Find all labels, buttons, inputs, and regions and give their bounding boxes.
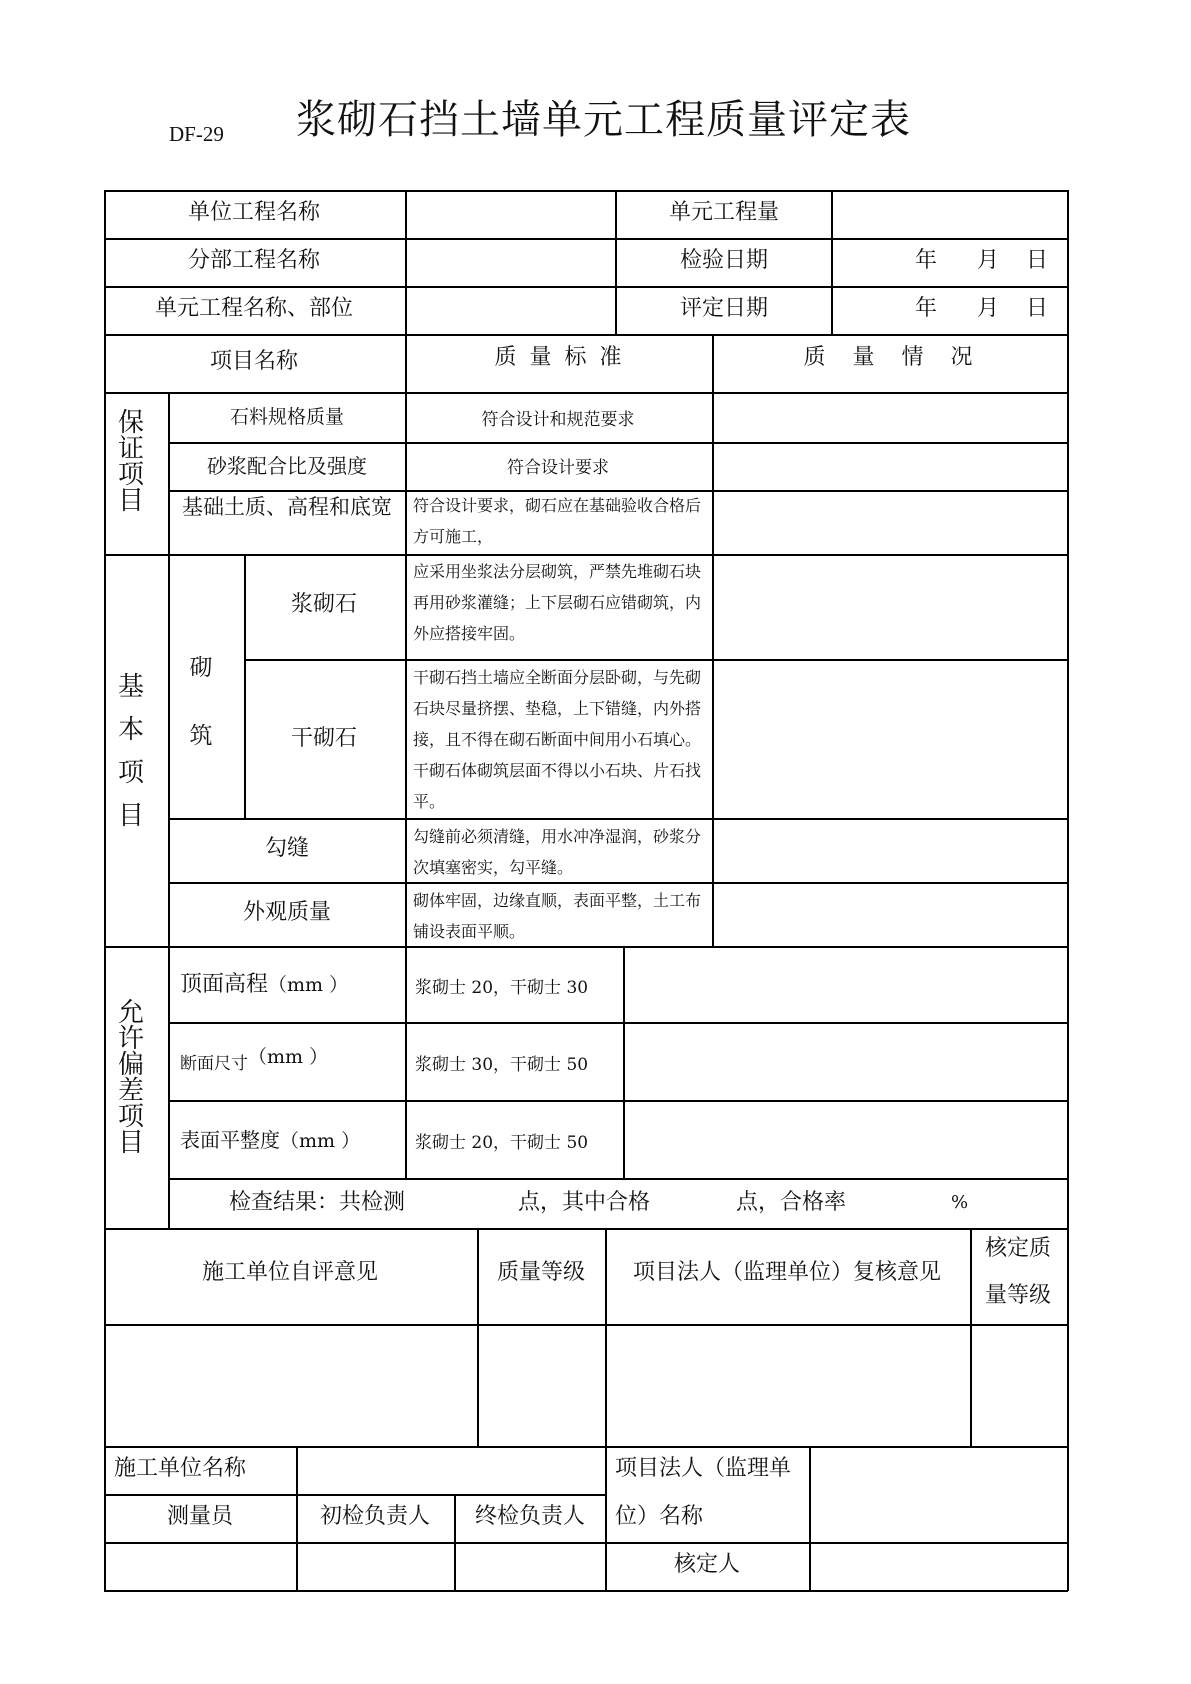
table-rule	[970, 1228, 972, 1446]
guarantee-item-standard: 符合设计和规范要求	[481, 410, 635, 430]
table-rule	[712, 334, 714, 946]
initial-inspector-label: 初检负责人	[319, 1504, 431, 1529]
table-rule	[405, 190, 407, 392]
basic-item-standard: 勾缝前必须清缝，用水冲净湿润，砂浆分次填塞密实，勾平缝。	[413, 827, 702, 877]
guarantee-item-name: 砂浆配合比及强度	[207, 454, 367, 478]
guarantee-item-name: 石料规格质量	[229, 406, 345, 428]
table-rule	[104, 1324, 1068, 1326]
deviation-item-standard: 浆砌士 30，干砌士 50	[415, 1055, 589, 1075]
final-inspector-label: 终检负责人	[474, 1504, 586, 1529]
approved-grade-label-2: 量等级	[984, 1283, 1052, 1308]
basic-item-name: 干砌石	[290, 726, 358, 751]
result-percent-sign: %	[951, 1192, 969, 1213]
table-rule	[168, 442, 1068, 444]
guarantee-item-name: 基础土质、高程和底宽	[182, 495, 392, 519]
unit-project-name-label: 单位工程名称	[187, 200, 321, 225]
self-evaluation-label: 施工单位自评意见	[201, 1260, 379, 1285]
table-rule	[477, 1228, 479, 1446]
deviation-item-unit: （mm ）	[280, 1130, 361, 1152]
table-rule	[623, 946, 625, 1178]
table-rule	[405, 392, 407, 946]
basic-item-name: 勾缝	[264, 836, 310, 861]
approver-label: 核定人	[673, 1552, 741, 1577]
table-rule	[244, 659, 1068, 661]
table-rule	[454, 1494, 456, 1591]
assessment-date-month: 月	[977, 296, 1000, 321]
table-rule	[405, 946, 407, 1178]
table-rule	[615, 190, 617, 334]
col-item-name: 项目名称	[209, 349, 299, 374]
table-rule	[168, 1178, 1068, 1180]
table-rule	[168, 392, 170, 1228]
table-rule	[168, 1100, 1068, 1102]
group-basic-items: 基本项目	[117, 672, 144, 831]
basic-item-name: 外观质量	[242, 900, 332, 925]
deviation-item	[180, 1046, 329, 1074]
inspection-date-month: 月	[977, 248, 1000, 273]
group-guarantee-items: 保证项目	[117, 408, 144, 516]
result-prefix: 检查结果：共检测	[229, 1190, 406, 1215]
table-rule	[104, 286, 1068, 288]
inspection-date-label: 检验日期	[679, 248, 769, 273]
inspection-date-year: 年	[915, 248, 938, 273]
col-quality-standard: 质 量 标 准	[494, 345, 622, 370]
assessment-date-day: 日	[1026, 296, 1049, 321]
deviation-item-standard: 浆砌士 20，干砌士 50	[415, 1133, 589, 1153]
table-rule	[104, 1228, 1068, 1230]
owner-name-label-2: 位）名称	[615, 1504, 704, 1529]
assessment-date-label: 评定日期	[679, 296, 769, 321]
deviation-item	[180, 974, 348, 996]
table-rule	[104, 1446, 1068, 1448]
deviation-item-name: 顶面高程	[180, 972, 269, 997]
form-title: 浆砌石挡土墙单元工程质量评定表	[296, 97, 911, 143]
table-rule	[104, 190, 106, 1591]
unit-name-location-label: 单元工程名称、部位	[154, 296, 354, 321]
sub-project-name-label: 分部工程名称	[187, 248, 321, 273]
contractor-name-label: 施工单位名称	[114, 1456, 247, 1481]
approved-grade-label-1: 核定质	[984, 1236, 1052, 1261]
table-rule	[104, 190, 1068, 192]
table-rule	[104, 238, 1068, 240]
owner-name-label-1: 项目法人（监理单	[615, 1456, 792, 1481]
guarantee-item-standard: 符合设计要求	[507, 458, 609, 478]
basic-item-standard: 砌体牢固，边缘直顺，表面平整，土工布铺设表面平顺。	[413, 891, 702, 941]
deviation-item-unit: （mm ）	[268, 974, 349, 996]
masonry-label: 砌筑	[189, 655, 213, 749]
surveyor-label: 测量员	[166, 1504, 234, 1529]
owner-review-label: 项目法人（监理单位）复核意见	[632, 1260, 942, 1285]
table-rule	[168, 818, 1068, 820]
group-deviation-items: 允许偏差项目	[117, 998, 144, 1158]
assessment-date-year: 年	[915, 296, 938, 321]
table-rule	[244, 554, 246, 818]
basic-item-name: 浆砌石	[290, 592, 358, 617]
basic-item-standard: 干砌石挡土墙应全断面分层卧砌，与先砌石块尽量挤摆、垫稳，上下错缝，内外搭接，且不得在砌石断面中间用小石填心。干砌石体砌筑层面不得以小石块、片石找平。	[413, 668, 702, 811]
unit-quantity-label: 单元工程量	[668, 200, 780, 225]
table-rule	[1067, 190, 1069, 1591]
table-rule	[104, 392, 1068, 394]
table-rule	[104, 1542, 1068, 1544]
document-code: DF-29	[169, 122, 224, 146]
table-rule	[104, 1494, 606, 1496]
table-rule	[809, 1446, 811, 1591]
deviation-item-name: 表面平整度	[180, 1128, 280, 1152]
deviation-item	[180, 1130, 360, 1152]
basic-item-standard: 应采用坐浆法分层砌筑，严禁先堆砌石块再用砂浆灌缝；上下层砌石应错砌筑，内外应搭接牢固。	[413, 562, 702, 643]
table-rule	[296, 1446, 298, 1591]
result-qualified: 点，其中合格	[518, 1190, 651, 1215]
table-rule	[831, 190, 833, 334]
quality-grade-label: 质量等级	[496, 1260, 586, 1285]
guarantee-item-standard: 符合设计要求，砌石应在基础验收合格后方可施工，	[413, 496, 702, 546]
result-pass-rate: 点，合格率	[736, 1190, 847, 1215]
deviation-item-standard: 浆砌士 20，干砌士 30	[415, 978, 589, 998]
table-rule	[605, 1228, 607, 1591]
table-rule	[104, 1590, 1068, 1592]
col-quality-status: 质 量 情 况	[803, 345, 973, 370]
inspection-date-day: 日	[1026, 248, 1049, 273]
table-rule	[168, 1022, 1068, 1024]
deviation-item-name: 断面尺寸	[180, 1054, 248, 1074]
deviation-item-unit: （mm ）	[248, 1046, 329, 1068]
table-rule	[104, 334, 1068, 336]
